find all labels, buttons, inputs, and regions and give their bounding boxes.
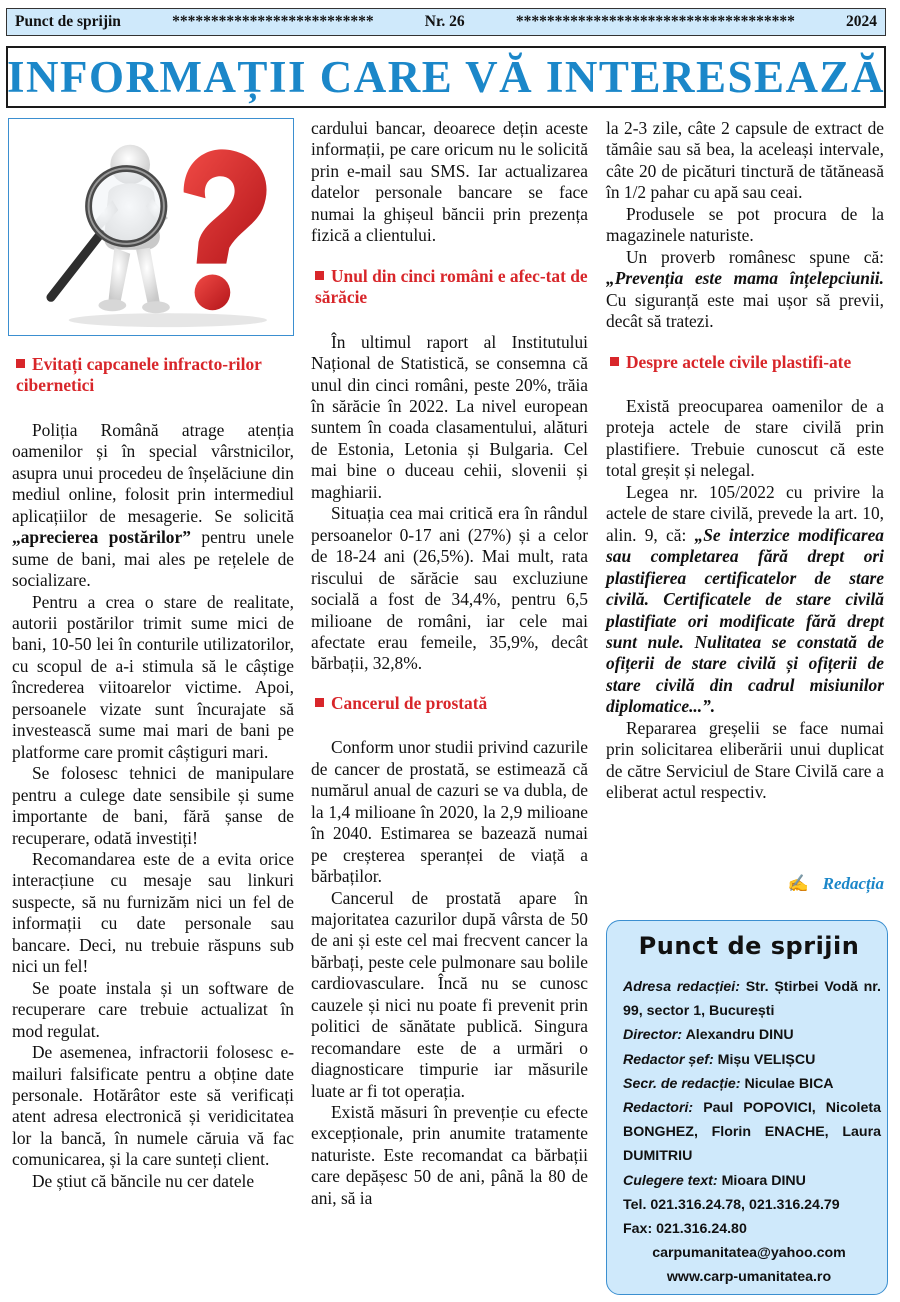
masthead-phone: Tel. 021.316.24.78, 021.316.24.79 bbox=[623, 1196, 840, 1213]
paragraph: De știut că băncile nu cer datele bbox=[32, 1170, 255, 1191]
masthead-email: carpumanitatea@yahoo.com bbox=[652, 1245, 846, 1262]
pen-icon: ✍ bbox=[787, 874, 809, 893]
question-magnifier-illustration bbox=[9, 119, 293, 335]
paragraph: Pentru a crea o stare de realitate, autorii postărilor trimit sume mici de bani, 10-50 lei în conturile utilizatorilor, cu scopul de a-i stimula să le câștige încrederea viitoarelor victime. Apoi, persoanele vizate sunt încurajate să investească sume mai mari de bani pe platforme care promit câștiguri mari. bbox=[12, 591, 294, 762]
masthead-fax: Fax: 021.316.24.80 bbox=[623, 1221, 747, 1238]
masthead-secretary: Secr. de redacție: Niculae BICA bbox=[623, 1075, 834, 1092]
paragraph: Conform unor studii privind cazurile de cancer de prostată, se estimează că numărul anual de cazuri se va dubla, de la 1,4 milioane în 2020, la 2,9 milioane în 2040. Estimarea se bazează numai pe creșterea speranței de viață a bărbaților. bbox=[311, 737, 588, 887]
bullet-square-icon bbox=[16, 359, 25, 368]
paragraph: Poliția Română atrage atenția oamenilor și în special vârstnicilor, asupra unui procedeu de înșelăciune din mediul online, folosit prin intermediul aplicațiilor de mesagerie. Se solicită „aprecierea postărilor” pentru unele sume de bani, mai ales pe rețelele de socializare. bbox=[12, 419, 294, 591]
masthead-director: Director: Alexandru DINU bbox=[623, 1027, 794, 1044]
paragraph: Există preocuparea oamenilor de a proteja actele de stare civilă prin plastifiere. Trebuie cunoscut că este total greșit și nelegal. bbox=[606, 395, 884, 481]
column-3 bbox=[606, 118, 884, 804]
paragraph: Recomandarea este de a evita orice interacțiune cu mesaje sau linkuri suspecte, să nu furnizăm nici un fel de informații cu date personale sau bancare. Deci, nu trebuie răspuns sub nici un fel! bbox=[12, 848, 294, 977]
masthead-title: Punct de sprijin bbox=[638, 932, 860, 960]
paragraph: Se poate instala și un software de recuperare care trebuie actualizat în mod regulat. bbox=[12, 977, 294, 1041]
paragraph: Legea nr. 105/2022 cu privire la actele de stare civilă, prevede la art. 10, alin. 9, că: „Se interzice modificarea sau completarea fără drept ori plastifierea certificatelor de stare civilă. Certificatele de stare civilă plastifiate ori modificate fără drept sunt nule. Nulitatea se constată de ofițerii de stare civilă și ofițerii de stare civilă din cadrul misiunilor diplomatice...”. bbox=[606, 481, 884, 717]
paragraph: Repararea greșelii se face numai prin solicitarea eliberării unui duplicat de către Serviciul de Stare Civilă care a eliberat actul respectiv. bbox=[606, 717, 884, 803]
article-heading-prostate: Cancerul de prostată bbox=[311, 693, 588, 714]
signature: ✍ Redacția bbox=[787, 874, 884, 893]
masthead-box bbox=[606, 920, 888, 1295]
header-stars-left: ************************** bbox=[172, 13, 374, 30]
masthead-chief-editor: Redactor șef: Mișu VELIȘCU bbox=[623, 1051, 816, 1068]
paragraph: De asemenea, infractorii folosesc e-mailuri falsificate pentru a obține date personale. Hotărâtor este să verificați atent adresa electronică și veridicitatea lor la bancă, în numele căruia vă fac comunicarea, și la care sunteți client. bbox=[12, 1042, 294, 1170]
article-heading-documents: Despre actele civile plastifi-ate bbox=[606, 352, 884, 373]
masthead-editors: Redactori: Paul POPOVICI, Nicoleta BONGHEZ, Florin ENACHE, Laura DUMITRIU bbox=[623, 1100, 881, 1165]
illustration-frame bbox=[8, 118, 294, 336]
paragraph: Situația cea mai critică era în rândul persoanelor 0-17 ani (27%) și a celor de 18-24 ani (26,5%). Mai mult, rata riscului de sărăcie sau excluziune socială a fost de 34,4%, pentru 6,5 milioane de români, iar cele mai afectate erau femeile, 35,9%, decât bărbații, 32,8%. bbox=[311, 503, 588, 674]
bullet-square-icon bbox=[610, 357, 619, 366]
bullet-square-icon bbox=[315, 698, 324, 707]
paragraph: Există măsuri în prevenție cu efecte excepționale, prin anumite tratamente naturiste. Este recomandat ca bărbații care depășesc 50 de ani, până la 80 de ani, să ia bbox=[311, 1102, 588, 1208]
header-year: 2024 bbox=[845, 13, 877, 30]
article-heading-poverty: Unul din cinci români e afec-tat de sărăcie bbox=[315, 265, 588, 308]
column-2 bbox=[311, 118, 588, 1209]
paragraph: Un proverb românesc spune că: „Prevenția este mama înțelepciunii. Cu siguranță este mai ușor să previi, decât să tratezi. bbox=[606, 246, 884, 332]
header-stars-right: ************************************ bbox=[515, 13, 795, 30]
masthead-website: www.carp-umanitatea.ro bbox=[666, 1269, 832, 1286]
title-box bbox=[6, 46, 886, 108]
paragraph: cardului bancar, deoarece dețin aceste informații, pe care oricum nu le solicită prin e-mail sau SMS. Iar actualizarea datelor personale bancare se face numai la ghișeul băncii prin prezența fizică a clientului. bbox=[311, 118, 588, 246]
paragraph: la 2-3 zile, câte 2 capsule de extract de tămâie sau să bea, la aceleași intervale, câte 20 de picături tinctură de tătăneasă în 1/2 pahar cu apă sau ceai. bbox=[606, 118, 884, 203]
header-issue: Nr. 26 bbox=[424, 13, 465, 30]
paragraph: Se folosesc tehnici de manipulare pentru a culege date sensibile și sume importante de bani, fără șanse de recuperare, odată investiți! bbox=[12, 763, 294, 848]
paragraph: Cancerul de prostată apare în majoritatea cazurilor după vârsta de 50 de ani și este cel mai frecvent cancer la bărbați, peste cele pulmonare sau bolile cardiovasculare. Încă nu se cunosc cauzele și nici nu poate fi prevenit prin politici de sănătate publică. Singura recomandare este de a urmări o diagnosticare timpurie iar măsurile luate ar fi tot operația. bbox=[311, 887, 588, 1101]
bullet-square-icon bbox=[315, 271, 324, 280]
masthead-address: Adresa redacției: Str. Știrbei Vodă nr. 99, sector 1, București bbox=[623, 979, 881, 1020]
header-publication: Punct de sprijin bbox=[15, 13, 121, 30]
paragraph: Produsele se pot procura de la magazinele naturiste. bbox=[606, 203, 884, 246]
header-bar bbox=[6, 8, 886, 36]
masthead-typing: Culegere text: Mioara DINU bbox=[623, 1172, 806, 1189]
paragraph: În ultimul raport al Institutului Național de Statistică, se consemna că unul din cinci români, peste 20%, trăia în sărăcie în 2022. La nivel european suntem în coada clasamentului, alături de Estonia, Letonia și Bulgaria. Cel mai bine o duceau cehii, slovenii și maghiarii. bbox=[311, 331, 588, 502]
article-heading-cyber: Evitați capcanele infracto-rilor cibernetici bbox=[16, 354, 262, 396]
column-1 bbox=[12, 344, 294, 1192]
page-title: INFORMAȚII CARE VĂ INTERESEAZĂ bbox=[6, 52, 886, 102]
